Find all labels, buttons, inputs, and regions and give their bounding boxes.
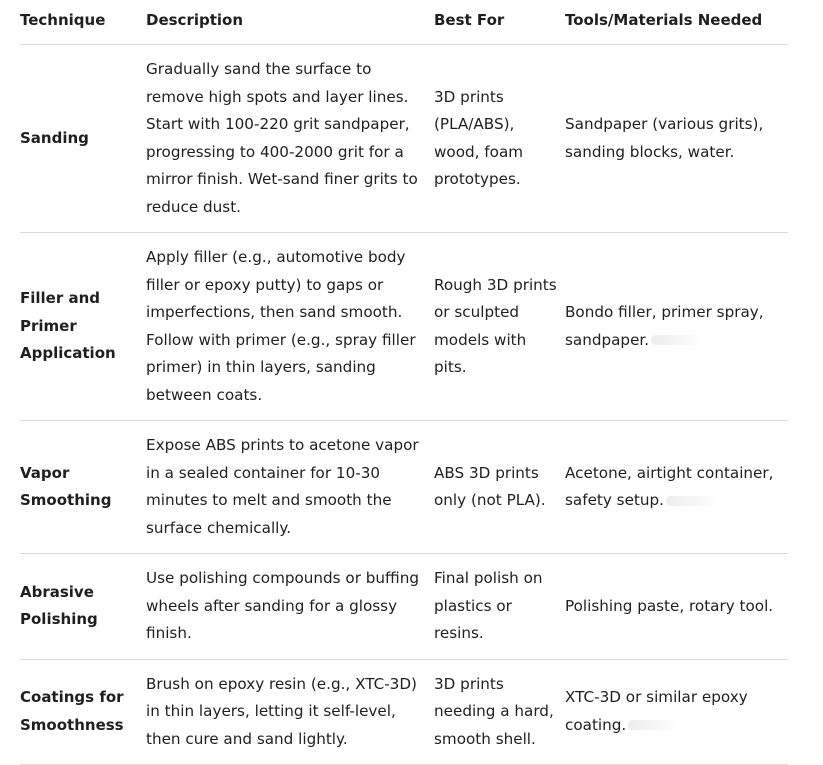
tools-cell (565, 554, 788, 660)
best-for-cell (434, 554, 565, 660)
description-cell (146, 554, 434, 660)
text-fade-decoration (651, 335, 703, 345)
table-row (20, 45, 788, 233)
description-cell (146, 233, 434, 421)
table-row (20, 554, 788, 660)
technique-name: Filler and Primer Application (20, 289, 116, 363)
table-row (20, 659, 788, 765)
table-row (20, 233, 788, 421)
text-fade-decoration (666, 496, 718, 506)
technique-name: Vapor Smoothing (20, 463, 112, 509)
table-row (20, 421, 788, 554)
best-for-cell (434, 659, 565, 765)
techniques-table (20, 0, 788, 765)
header-description: Description (146, 0, 434, 45)
technique-cell (20, 45, 146, 233)
description-cell (146, 421, 434, 554)
description-text: Gradually sand the surface to remove high spots and layer lines. Start with 100-220 grit sandpaper, progressing to 400-2000 grit for a mirror finish. Wet-sand finer grits to reduce dust. (146, 60, 418, 216)
technique-cell (20, 554, 146, 660)
tools-text: Sandpaper (various grits), sanding blocks, water. (565, 115, 764, 161)
description-text: Brush on epoxy resin (e.g., XTC-3D) in thin layers, letting it self-level, then cure and sand lightly. (146, 674, 417, 748)
description-cell (146, 45, 434, 233)
tools-text: Acetone, airtight container, safety setup. (565, 463, 774, 509)
technique-name: Abrasive Polishing (20, 582, 98, 629)
technique-name: Sanding (20, 128, 89, 147)
best-for-text: Final polish on plastics or resins. (434, 569, 543, 642)
tools-cell (565, 659, 788, 765)
tools-cell (565, 421, 788, 554)
best-for-cell (434, 421, 565, 554)
tools-cell (565, 45, 788, 233)
description-text: Apply filler (e.g., automotive body filler or epoxy putty) to gaps or imperfections, then sand smooth. Follow with primer (e.g., spray filler primer) in thin layers, sanding between coats. (146, 248, 416, 404)
best-for-text: ABS 3D prints only (not PLA). (434, 463, 546, 509)
header-tools: Tools/Materials Needed (565, 0, 788, 45)
best-for-text: 3D prints needing a hard, smooth shell. (434, 674, 554, 748)
table-header (20, 0, 788, 45)
best-for-cell (434, 233, 565, 421)
header-row (20, 0, 788, 45)
technique-cell (20, 233, 146, 421)
techniques-table-container (20, 0, 788, 765)
text-fade-decoration (628, 720, 680, 730)
technique-name: Coatings for Smoothness (20, 688, 124, 734)
best-for-text: 3D prints (PLA/ABS), wood, foam prototypes. (434, 87, 524, 188)
description-cell (146, 659, 434, 765)
header-technique: Technique (20, 0, 146, 45)
description-text: Use polishing compounds or buffing wheels after sanding for a glossy finish. (146, 569, 420, 642)
best-for-text: Rough 3D prints or sculpted models with pits. (434, 275, 557, 376)
header-best-for: Best For (434, 0, 565, 45)
best-for-cell (434, 45, 565, 233)
description-text: Expose ABS prints to acetone vapor in a sealed container for 10-30 minutes to melt and smooth the surface chemically. (146, 436, 419, 537)
technique-cell (20, 421, 146, 554)
tools-text: Bondo filler, primer spray, sandpaper. (565, 303, 764, 349)
tools-text: Polishing paste, rotary tool. (565, 596, 774, 615)
technique-cell (20, 659, 146, 765)
tools-cell (565, 233, 788, 421)
tools-text: XTC-3D or similar epoxy coating. (565, 688, 748, 734)
table-body (20, 45, 788, 765)
